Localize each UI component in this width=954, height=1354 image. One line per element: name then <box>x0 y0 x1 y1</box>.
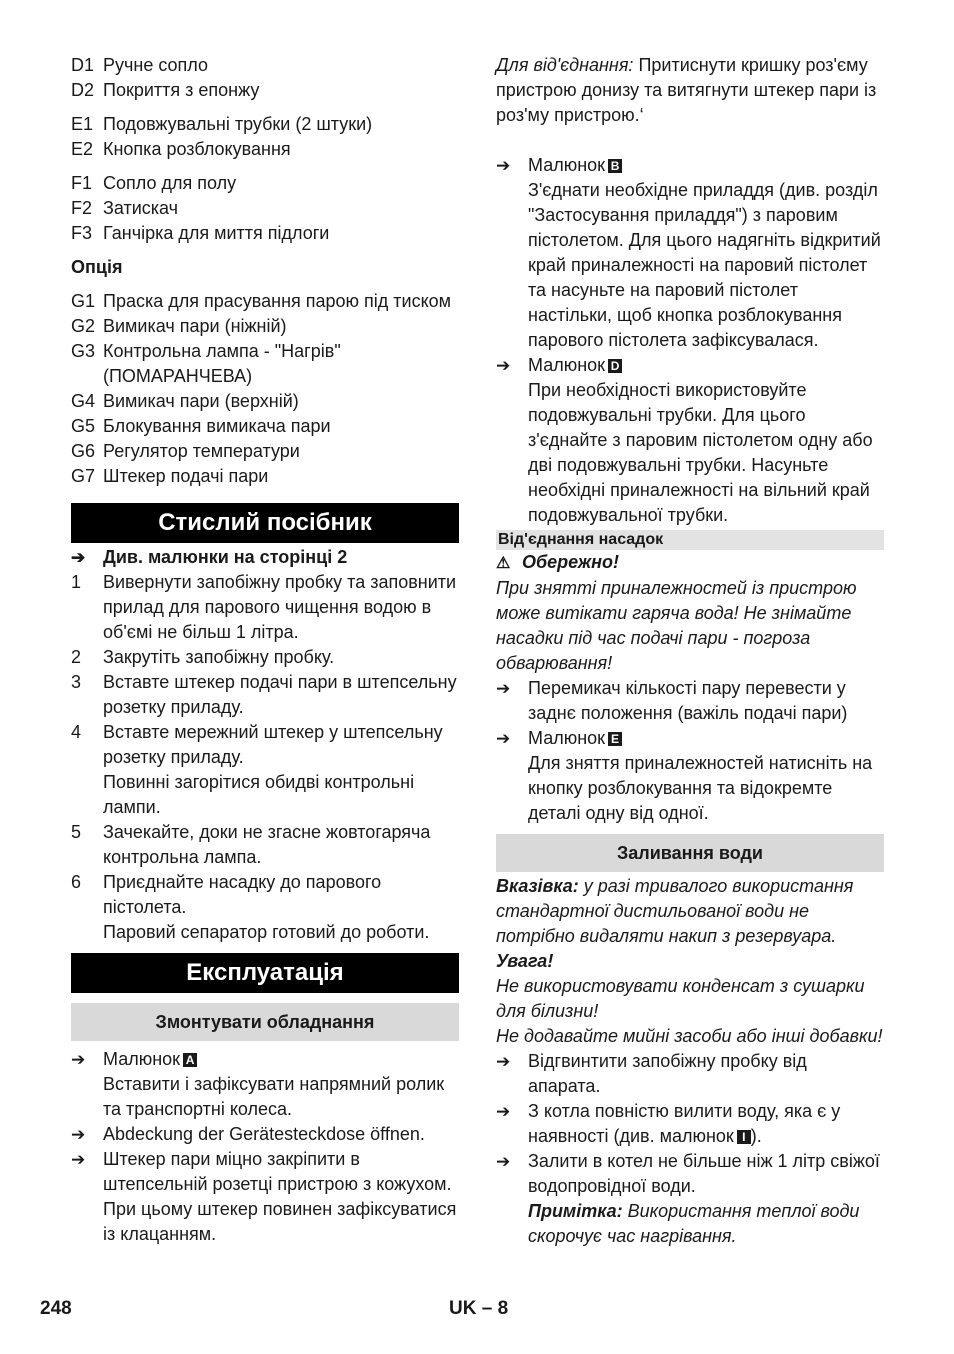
section-label: UK – 8 <box>449 1298 509 1319</box>
arrow-right-icon: ➔ <box>496 156 511 175</box>
part-item: G2 Вимикач пари (ніжній) <box>71 316 287 336</box>
figure-e-instruction: ➔ Малюнок E Для зняття приналежностей натисніть на кнопку розблокування та відокремте деталі одну від одної. <box>496 726 884 826</box>
arrow-right-icon: ➔ <box>71 1050 86 1069</box>
step-item: 2 Закрутіть запобіжну пробку. <box>71 647 335 667</box>
attention-label: Увага! <box>496 951 554 971</box>
arrow-right-icon: ➔ <box>496 356 511 375</box>
part-item: G3 Контрольна лампа - "Нагрів" (ПОМАРАНЧЕВА) <box>71 341 341 386</box>
figure-ref-badge: A <box>183 1053 197 1067</box>
step-item: Паровий сепаратор готовий до роботи. <box>103 922 430 942</box>
arrow-right-icon: ➔ <box>496 1102 511 1121</box>
arrow-right-icon: ➔ <box>71 1150 86 1169</box>
part-item: F1 Сопло для полу <box>71 173 237 193</box>
arrow-right-icon: ➔ <box>496 1052 511 1071</box>
part-item: G4 Вимикач пари (верхній) <box>71 391 299 411</box>
note-paragraph: Вказівка: у разі тривалого використання стандартної дистильованої води не потрібно видаляти накип з резервуара. <box>496 876 854 946</box>
instruction-item: ➔ Залити в котел не більше ніж 1 літр свіжої водопровідної води. Примітка: Використання теплої води скорочує час нагрівання. <box>496 1149 884 1249</box>
figure-ref-badge: B <box>608 159 622 173</box>
quick-guide-heading: Стислий посібник <box>71 503 459 543</box>
arrow-right-icon: ➔ <box>71 1125 86 1144</box>
step-item: 6 Приєднайте насадку до парового пістолета. <box>71 872 382 917</box>
detach-heading: Від'єднання насадок <box>496 530 884 550</box>
caution-label: ⚠ Обережно! <box>496 550 884 576</box>
arrow-right-icon: ➔ <box>71 548 86 567</box>
fill-water-heading: Заливання води <box>496 834 884 872</box>
step-item: 4 Вставте мережний штекер у штепсельну розетку приладу. <box>71 722 443 767</box>
part-item: E1 Подовжувальні трубки (2 штуки) <box>71 114 373 134</box>
figure-ref-badge: D <box>608 359 622 373</box>
figure-d-instruction: ➔ Малюнок D При необхідності використовуйте подовжувальні трубки. Для цього з'єднайте з паровим пістолетом одну або дві подовжувальні трубки. Насуньте необхідні приналежності на вільний край подовжувальної трубки. <box>496 353 884 528</box>
caution-text: При знятті приналежностей із пристрою може витікати гаряча вода! Не знімайте насадки під час подачі пари - погроза обварювання! <box>496 578 857 673</box>
arrow-right-icon: ➔ <box>496 679 511 698</box>
operation-heading: Експлуатація <box>71 953 459 993</box>
instruction-item: ➔ Штекер пари міцно закріпити в штепсельній розетці пристрою з кожухом. При цьому штекер повинен зафіксуватися із клацанням. <box>71 1147 459 1247</box>
figure-ref-badge: I <box>737 1130 751 1144</box>
instruction-item: ➔ З котла повністю вилити воду, яка є у наявності (див. малюнок I ). <box>496 1099 884 1149</box>
part-item: F3 Ганчірка для миття підлоги <box>71 223 330 243</box>
step-item: 3 Вставте штекер подачі пари в штепсельну розетку приладу. <box>71 672 457 717</box>
step-item: Повинні загорітися обидві контрольні лампи. <box>103 772 415 817</box>
part-item: G7 Штекер подачі пари <box>71 466 269 486</box>
part-item: G1 Праска для прасування парою під тиском <box>71 291 452 311</box>
remark: Примітка: Використання теплої води скорочує час нагрівання. <box>528 1201 860 1246</box>
part-item: G5 Блокування вимикача пари <box>71 416 331 436</box>
step-item: 5 Зачекайте, доки не згасне жовтогаряча контрольна лампа. <box>71 822 431 867</box>
instruction-item: ➔ Abdeckung der Gerätesteckdose öffnen. <box>71 1122 459 1147</box>
option-heading: Опція <box>71 257 123 277</box>
part-item: F2 Затискач <box>71 198 179 218</box>
warning-triangle-icon: ⚠ <box>496 555 511 572</box>
arrow-right-icon: ➔ <box>496 1152 511 1171</box>
figure-b-instruction: ➔ Малюнок B З'єднати необхідне приладдя (див. розділ "Застосування приладдя") з паровим пістолетом. Для цього надягніть відкритий край приналежності на паровий пістолет та насуньте на паровий пістолет настільки, щоб кнопка розблокування парового пістолета зафіксувалася. <box>496 153 884 353</box>
arrow-right-icon: ➔ <box>496 729 511 748</box>
assemble-heading: Змонтувати обладнання <box>71 1003 459 1041</box>
figure-ref-badge: E <box>608 732 622 746</box>
step-item: 1 Вивернути запобіжну пробку та заповнити прилад для парового чищення водою в об'ємі не більш 1 літра. <box>71 572 457 642</box>
instruction-item: ➔ Перемикач кількості пару перевести у заднє положення (важіль подачі пари) <box>496 676 884 726</box>
part-item: E2 Кнопка розблокування <box>71 139 291 159</box>
disconnect-paragraph: Для від'єднання: Притиснути кришку роз'єму пристрою донизу та витягнути штекер пари із роз'му пристрою.‘ <box>496 55 877 125</box>
part-item: D1 Ручне сопло <box>71 55 209 75</box>
part-item: G6 Регулятор температури <box>71 441 300 461</box>
page-number: 248 <box>40 1298 72 1319</box>
figure-a-instruction: ➔ Малюнок A Вставити і зафіксувати напрямний ролик та транспортні колеса. <box>71 1047 459 1122</box>
attention-text: Не використовувати конденсат з сушарки для білизни! <box>496 976 865 1021</box>
left-column <box>71 53 459 1247</box>
attention-text: Не додавайте мийні засоби або інші добавки! <box>496 1026 883 1046</box>
instruction-item: ➔ Відгвинтити запобіжну пробку від апарата. <box>496 1049 884 1099</box>
part-item: D2 Покриття з епонжу <box>71 80 260 100</box>
quick-guide-intro: ➔ Див. малюнки на сторінці 2 <box>71 545 459 570</box>
right-column <box>496 53 884 1249</box>
